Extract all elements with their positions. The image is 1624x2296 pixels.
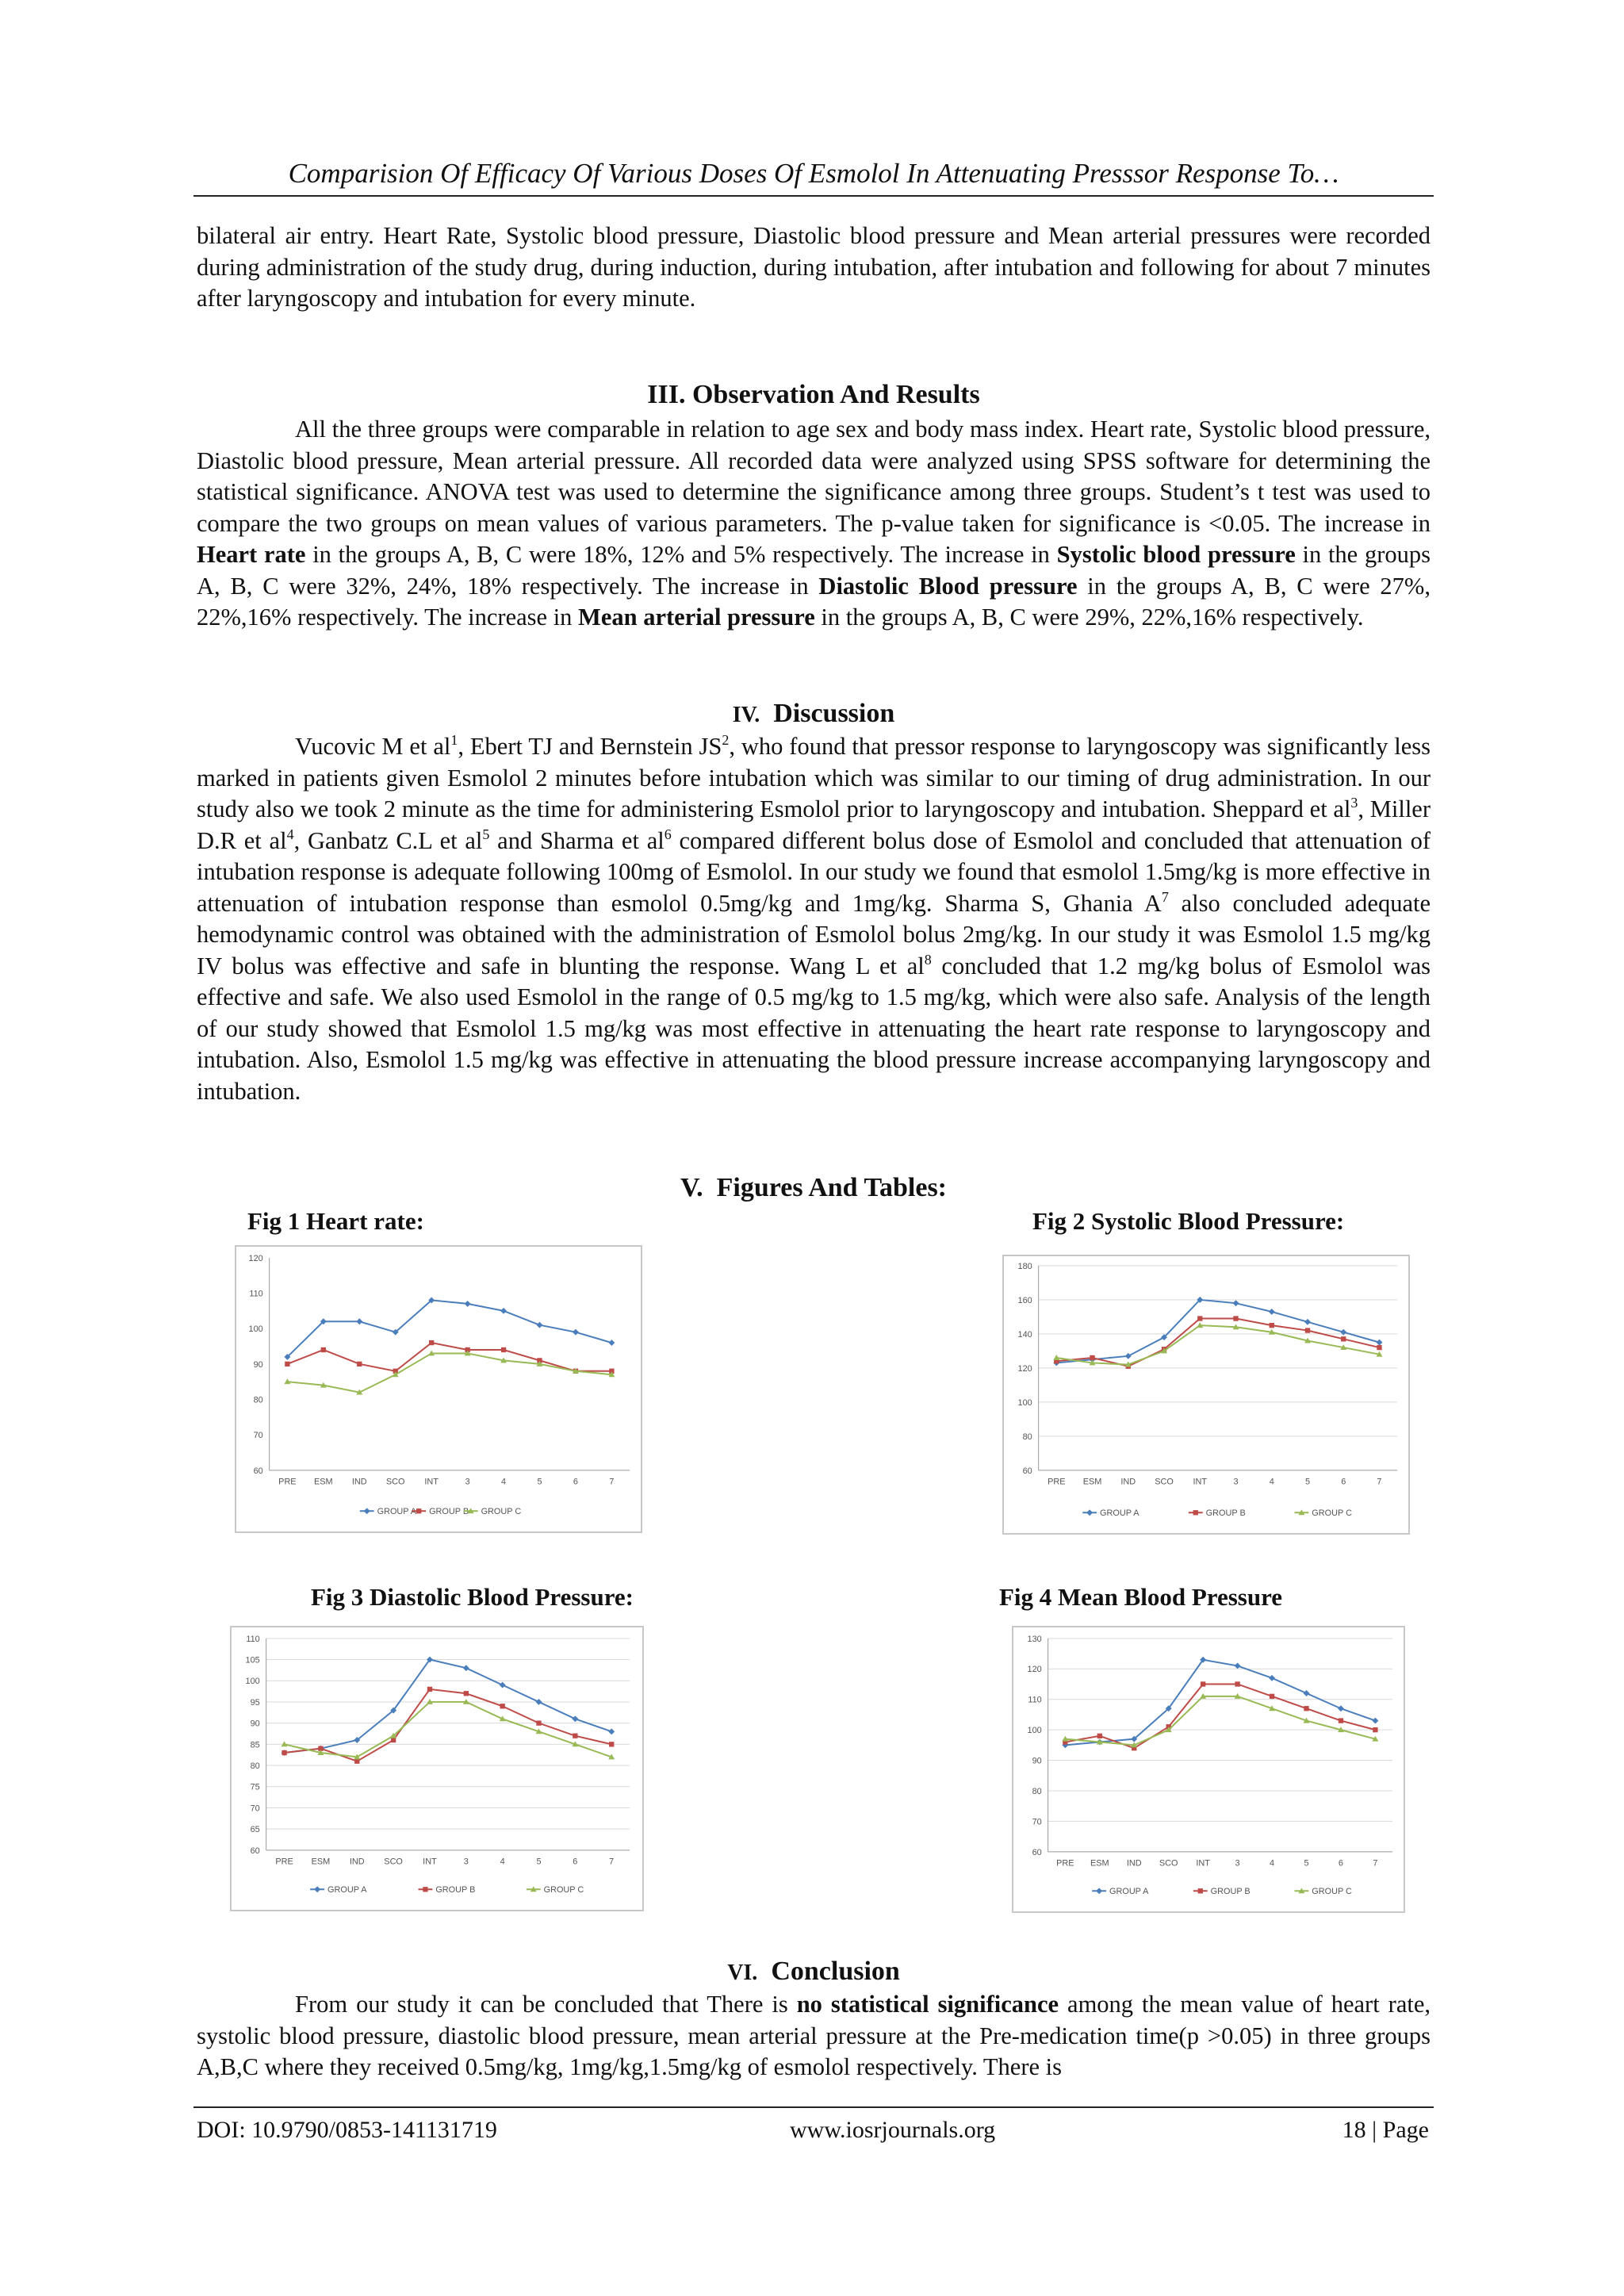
x-tick-label: 5 xyxy=(1304,1858,1309,1869)
data-point xyxy=(573,1329,579,1336)
fig-1-label: Fig 1 Heart rate: xyxy=(247,1207,424,1235)
section-5-heading xyxy=(197,1172,1431,1204)
fig-4-label: Fig 4 Mean Blood Pressure xyxy=(999,1583,1283,1611)
y-tick-label: 140 xyxy=(1017,1329,1032,1340)
data-point xyxy=(500,1704,504,1708)
y-tick-label: 70 xyxy=(1032,1817,1042,1827)
data-point xyxy=(1269,1675,1275,1681)
results-text-3: in the groups A, B, C were 32%, 24%, 18% respectively. The increase in xyxy=(197,541,1431,600)
x-tick-label: PRE xyxy=(1056,1858,1074,1869)
results-text-4: in the groups A, B, C were 27%, 22%,16% respectively. The increase in xyxy=(197,572,1431,631)
x-tick-label: 7 xyxy=(609,1857,615,1867)
results-text-1: All the three groups were comparable in relation to age sex and body mass index. Heart rate, Systolic blood pressure, Diastolic blood pressure, Mean arterial pressure. All recorded data were analyzed using SPSS software for determining the statistical significance. ANOVA test was used to determine the significance among three groups. Student’s t test was used to compare the two groups on mean values of various parameters. The p-value taken for significance is <0.05. The increase in xyxy=(197,416,1431,537)
running-header xyxy=(193,155,1434,197)
data-point xyxy=(500,1682,506,1688)
x-tick-label: PRE xyxy=(275,1857,293,1867)
discussion-text: concluded that 1.2 mg/kg bolus of Esmolol was effective and safe. We also used Esmolol in the range of 0.5 mg/kg to 1.5 mg/kg, which were also safe. Analysis of the length of our study showed that Esmolol 1.5 mg/kg was most effective in attenuating the heart rate response to laryngoscopy and intubation. Also, Esmolol 1.5 mg/kg was effective in attenuating the blood pressure increase accompanying laryngoscopy and intubation. xyxy=(197,952,1431,1105)
legend-label: GROUP B xyxy=(1210,1887,1251,1897)
data-point xyxy=(357,1362,362,1366)
data-point xyxy=(1304,1706,1308,1711)
section-6-heading xyxy=(197,1956,1431,1989)
legend-label: GROUP A xyxy=(1100,1508,1139,1519)
series-line-group-c xyxy=(285,1702,612,1757)
x-tick-label: 7 xyxy=(1373,1858,1378,1869)
x-tick-label: 3 xyxy=(1233,1477,1239,1487)
y-tick-label: 80 xyxy=(1032,1786,1042,1796)
diastolic-line-chart xyxy=(232,1627,642,1910)
conclusion-bold: no statistical significance xyxy=(796,1991,1059,2018)
data-point xyxy=(1233,1316,1238,1320)
y-tick-label: 110 xyxy=(249,1289,263,1299)
legend-marker xyxy=(1096,1888,1102,1894)
y-tick-label: 110 xyxy=(1028,1695,1042,1705)
y-tick-label: 75 xyxy=(250,1782,260,1792)
data-point xyxy=(609,1742,614,1746)
data-point xyxy=(282,1750,286,1755)
x-tick-label: PRE xyxy=(1048,1477,1066,1487)
legend-label: GROUP C xyxy=(1312,1887,1352,1897)
conclusion-paragraph xyxy=(197,1989,1431,2083)
conclusion-text: among the mean value of heart rate, systolic blood pressure, diastolic blood pressure, mean arterial pressure at the Pre-medication time(p >0.05) in three groups A,B,C where they received 0.5mg/kg, 1mg/kg,1.5mg/kg of esmolol respectively. There is xyxy=(197,1991,1431,2080)
legend-marker xyxy=(1198,1888,1203,1893)
y-tick-label: 60 xyxy=(1032,1847,1042,1857)
data-point xyxy=(1233,1300,1239,1306)
section-4-title: Discussion xyxy=(773,699,895,728)
x-tick-label: 6 xyxy=(573,1857,578,1867)
discussion-text: also concluded adequate hemodynamic control was obtained with the administration of Esmolol bolus 2mg/kg. In our study it was Esmolol 1.5 mg/kg IV bolus was effective and safe in blunting the response. Wang L et al xyxy=(197,889,1431,979)
series-line-group-b xyxy=(287,1343,611,1371)
y-tick-label: 90 xyxy=(253,1359,263,1370)
x-tick-label: 6 xyxy=(1338,1858,1343,1869)
legend-marker xyxy=(416,1508,421,1513)
data-point xyxy=(356,1318,362,1324)
fig-4-mean-chart xyxy=(1012,1626,1405,1913)
citation-superscript: 4 xyxy=(286,826,294,842)
fig-2-label: Fig 2 Systolic Blood Pressure: xyxy=(1032,1207,1345,1235)
y-tick-label: 120 xyxy=(248,1253,263,1263)
data-point xyxy=(608,1728,615,1734)
y-tick-label: 70 xyxy=(250,1803,260,1814)
data-point xyxy=(537,1322,543,1328)
data-point xyxy=(354,1759,359,1764)
data-point xyxy=(1377,1345,1381,1350)
x-tick-label: ESM xyxy=(1082,1477,1102,1487)
x-tick-label: SCO xyxy=(1155,1477,1174,1487)
x-tick-label: ESM xyxy=(311,1857,331,1867)
results-bold-mean-arterial: Mean arterial pressure xyxy=(578,604,815,631)
data-point xyxy=(1235,1681,1239,1686)
fig-2-systolic-chart xyxy=(1002,1255,1410,1535)
conclusion-text: From our study it can be concluded that There is xyxy=(295,1991,797,2018)
legend-label: GROUP C xyxy=(543,1885,584,1895)
x-tick-label: IND xyxy=(349,1857,365,1867)
section-5-title: Figures And Tables: xyxy=(716,1173,948,1202)
series-line-group-b xyxy=(1065,1684,1375,1748)
x-tick-label: 5 xyxy=(537,1477,542,1487)
discussion-paragraph xyxy=(197,731,1431,1107)
x-tick-label: SCO xyxy=(385,1477,405,1487)
y-tick-label: 120 xyxy=(1017,1363,1032,1374)
x-tick-label: 5 xyxy=(1304,1477,1311,1487)
x-tick-label: INT xyxy=(1193,1477,1208,1487)
x-tick-label: INT xyxy=(424,1477,439,1487)
y-tick-label: 100 xyxy=(245,1677,260,1687)
data-point xyxy=(1270,1694,1274,1699)
y-tick-label: 180 xyxy=(1017,1261,1032,1271)
y-tick-label: 100 xyxy=(248,1324,263,1335)
legend-label: GROUP B xyxy=(429,1507,469,1517)
y-tick-label: 95 xyxy=(250,1697,260,1708)
legend-label: GROUP B xyxy=(435,1885,476,1895)
results-bold-heart-rate: Heart rate xyxy=(197,541,306,568)
data-point xyxy=(573,1734,577,1738)
data-point xyxy=(1125,1353,1132,1359)
data-point xyxy=(1339,1718,1343,1723)
series-line-group-a xyxy=(1056,1300,1379,1363)
data-point xyxy=(1305,1328,1310,1332)
y-tick-label: 100 xyxy=(1017,1397,1032,1408)
discussion-text: , Ebert TJ and Bernstein JS xyxy=(458,733,722,760)
y-tick-label: 160 xyxy=(1017,1295,1032,1305)
x-tick-label: SCO xyxy=(1159,1858,1178,1869)
data-point xyxy=(536,1699,542,1705)
y-tick-label: 100 xyxy=(1027,1726,1042,1736)
page-footer xyxy=(193,2106,1434,2143)
data-point xyxy=(465,1301,471,1307)
citation-superscript: 7 xyxy=(1161,888,1169,905)
y-tick-label: 80 xyxy=(1022,1432,1032,1442)
running-title: Comparision Of Efficacy Of Various Doses Of Esmolol In Attenuating Presssor Response To… xyxy=(288,158,1339,189)
discussion-text: , Ganbatz C.L et al xyxy=(293,826,483,854)
x-tick-label: 4 xyxy=(1269,1477,1274,1487)
data-point xyxy=(1090,1355,1094,1360)
y-tick-label: 90 xyxy=(250,1719,260,1729)
discussion-text: compared different bolus dose of Esmolol and concluded that attenuation of intubation response is adequate following 100mg of Esmolol. In our study we found that esmolol 1.5mg/kg is more effective in attenuation of intubation response than esmolol 0.5mg/kg and 1mg/kg. Sharma S, Ghania A xyxy=(197,826,1431,917)
citation-superscript: 5 xyxy=(482,826,490,842)
data-point xyxy=(463,1665,469,1671)
y-tick-label: 80 xyxy=(250,1761,260,1771)
section-6-number: VI. xyxy=(727,1961,758,1985)
legend-label: GROUP A xyxy=(327,1885,367,1895)
citation-superscript: 2 xyxy=(722,732,730,748)
footer-doi: DOI: 10.9790/0853-141131719 xyxy=(197,2117,497,2143)
x-tick-label: INT xyxy=(1196,1858,1210,1869)
heart-rate-line-chart xyxy=(236,1247,641,1531)
x-tick-label: 7 xyxy=(609,1477,615,1487)
y-tick-label: 65 xyxy=(250,1825,260,1835)
x-tick-label: 3 xyxy=(1235,1858,1240,1869)
x-tick-label: IND xyxy=(351,1477,367,1487)
y-tick-label: 120 xyxy=(1027,1665,1042,1675)
x-tick-label: 4 xyxy=(501,1477,507,1487)
legend-label: GROUP C xyxy=(481,1507,522,1517)
legend-marker xyxy=(423,1887,427,1892)
data-point xyxy=(1270,1323,1274,1328)
section-5-number: V. xyxy=(680,1173,703,1202)
y-tick-label: 70 xyxy=(253,1431,263,1441)
x-tick-label: SCO xyxy=(384,1857,403,1867)
legend-marker xyxy=(364,1508,370,1514)
x-tick-label: 7 xyxy=(1377,1477,1382,1487)
results-bold-systolic: Systolic blood pressure xyxy=(1056,541,1296,568)
x-tick-label: PRE xyxy=(278,1477,297,1487)
section-3-heading: III. Observation And Results xyxy=(647,380,980,409)
series-line-group-a xyxy=(1065,1660,1375,1746)
data-point xyxy=(536,1720,541,1725)
series-line-group-a xyxy=(287,1300,611,1356)
citation-superscript: 3 xyxy=(1350,795,1358,811)
legend-label: GROUP A xyxy=(1109,1887,1149,1897)
footer-page-number: 18 | Page xyxy=(1342,2117,1429,2143)
data-point xyxy=(1338,1705,1344,1711)
data-point xyxy=(427,1687,432,1692)
results-bold-diastolic: Diastolic Blood pressure xyxy=(818,572,1078,600)
data-point xyxy=(572,1715,578,1722)
x-tick-label: ESM xyxy=(1090,1858,1109,1869)
results-text-5: in the groups A, B, C were 29%, 22%,16% respectively. xyxy=(814,604,1364,631)
data-point xyxy=(1197,1316,1202,1320)
x-tick-label: INT xyxy=(423,1857,437,1867)
data-point xyxy=(391,1738,396,1742)
legend-label: GROUP A xyxy=(377,1507,417,1517)
data-point xyxy=(501,1347,506,1352)
y-tick-label: 90 xyxy=(1032,1756,1042,1766)
data-point xyxy=(1235,1662,1241,1669)
y-tick-label: 110 xyxy=(246,1634,260,1644)
x-tick-label: IND xyxy=(1126,1858,1142,1869)
discussion-text: and Sharma et al xyxy=(489,826,665,854)
data-point xyxy=(1377,1340,1383,1346)
x-tick-label: 6 xyxy=(573,1477,578,1487)
legend-marker xyxy=(1193,1510,1198,1515)
data-point xyxy=(1304,1690,1310,1696)
data-point xyxy=(464,1691,469,1696)
data-point xyxy=(1269,1309,1275,1315)
x-tick-label: 6 xyxy=(1341,1477,1346,1487)
y-tick-label: 85 xyxy=(250,1740,260,1750)
section-4-number: IV. xyxy=(732,703,760,727)
data-point xyxy=(500,1308,507,1314)
fig-3-label: Fig 3 Diastolic Blood Pressure: xyxy=(311,1583,634,1611)
data-point xyxy=(1341,1336,1346,1341)
series-line-group-c xyxy=(287,1353,611,1392)
discussion-text: , who found that pressor response to laryngoscopy was significantly less marked in patients given Esmolol 2 minutes before intubation which was similar to our timing of drug administration. In our study also we took 2 minute as the time for administering Esmolol prior to laryngoscopy and intubation. Sheppard et al xyxy=(197,733,1431,822)
mean-bp-line-chart xyxy=(1013,1627,1404,1911)
x-tick-label: 5 xyxy=(536,1857,542,1867)
section-6-title: Conclusion xyxy=(771,1957,900,1986)
y-tick-label: 80 xyxy=(253,1395,263,1405)
legend-marker xyxy=(1086,1509,1093,1516)
x-tick-label: 3 xyxy=(465,1477,470,1487)
fig-1-heart-rate-chart xyxy=(235,1245,642,1533)
data-point xyxy=(608,1340,615,1346)
x-tick-label: IND xyxy=(1120,1477,1136,1487)
discussion-text: Vucovic M et al xyxy=(295,733,451,760)
data-point xyxy=(1340,1329,1346,1336)
legend-label: GROUP C xyxy=(1312,1508,1352,1519)
systolic-line-chart xyxy=(1004,1256,1408,1533)
intro-paragraph: bilateral air entry. Heart Rate, Systolic blood pressure, Diastolic blood pressure and Mean arterial pressures were recorded during administration of the study drug, during induction, during intubation, after intubation and following for about 7 minutes after laryngoscopy and intubation for every minute. xyxy=(197,222,1431,312)
y-tick-label: 60 xyxy=(250,1846,260,1856)
data-point xyxy=(1201,1681,1205,1686)
data-point xyxy=(429,1340,434,1345)
data-point xyxy=(1304,1319,1311,1325)
citation-superscript: 6 xyxy=(664,826,672,842)
legend-marker xyxy=(314,1886,320,1892)
y-tick-label: 60 xyxy=(253,1466,263,1476)
citation-superscript: 1 xyxy=(450,732,458,748)
series-line-group-a xyxy=(285,1660,612,1753)
data-point xyxy=(1097,1734,1102,1738)
data-point xyxy=(285,1362,289,1366)
section-3-paragraph xyxy=(197,414,1431,634)
results-text-2: in the groups A, B, C were 18%, 12% and 5% respectively. The increase in xyxy=(305,541,1057,568)
x-tick-label: 3 xyxy=(463,1857,469,1867)
y-tick-label: 105 xyxy=(245,1655,260,1665)
data-point xyxy=(1373,1727,1377,1732)
data-point xyxy=(321,1347,326,1352)
legend-label: GROUP B xyxy=(1205,1508,1246,1519)
x-tick-label: 4 xyxy=(500,1857,505,1867)
discussion-text: , Miller D.R et al xyxy=(197,795,1431,854)
citation-superscript: 8 xyxy=(924,951,932,968)
x-tick-label: ESM xyxy=(314,1477,333,1487)
y-tick-label: 130 xyxy=(1027,1634,1042,1644)
series-line-group-b xyxy=(285,1689,612,1761)
section-4-heading xyxy=(197,698,1431,731)
footer-website: www.iosrjournals.org xyxy=(790,2117,996,2143)
data-point xyxy=(1372,1718,1378,1724)
y-tick-label: 60 xyxy=(1022,1466,1032,1476)
fig-3-diastolic-chart xyxy=(230,1626,644,1911)
x-tick-label: 4 xyxy=(1270,1858,1275,1869)
